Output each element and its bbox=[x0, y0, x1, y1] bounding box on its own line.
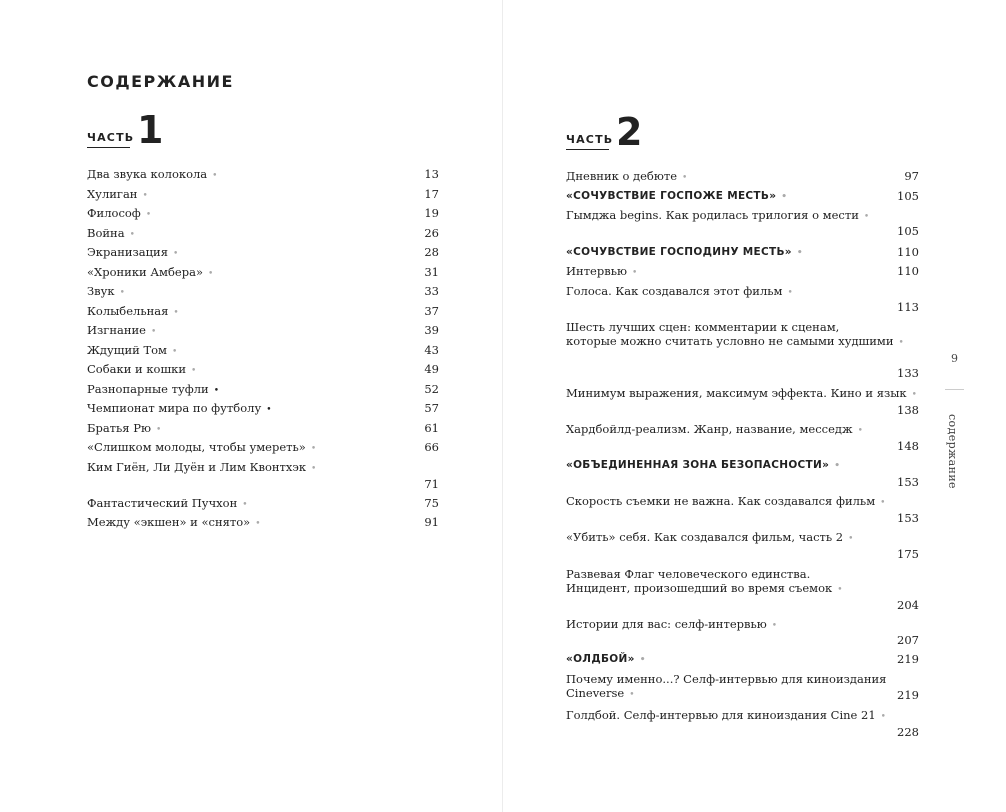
toc-entry[interactable] bbox=[87, 245, 439, 259]
toc-entry-page: 175 bbox=[897, 547, 919, 561]
toc-entry-page: 33 bbox=[424, 284, 439, 298]
toc-entry-title: Интервью • bbox=[566, 264, 637, 280]
toc-entry-title: Чемпионат мира по футболу • bbox=[87, 401, 272, 417]
toc-entry[interactable] bbox=[566, 264, 919, 278]
toc-entry-title: Между «экшен» и «снято» • bbox=[87, 515, 261, 531]
toc-entry[interactable] bbox=[566, 422, 919, 454]
toc-entry-film[interactable] bbox=[566, 245, 919, 259]
toc-entry-page: 219 bbox=[897, 652, 919, 666]
toc-entry[interactable] bbox=[566, 672, 919, 702]
toc-entry-page: 228 bbox=[897, 725, 919, 739]
toc-entry[interactable] bbox=[566, 708, 919, 740]
toc-entry-title: Колыбельная • bbox=[87, 304, 179, 320]
toc-entry[interactable] bbox=[87, 284, 439, 298]
toc-entry-title: Голоса. Как создавался этот фильм • bbox=[566, 284, 793, 300]
toc-entry[interactable] bbox=[87, 515, 439, 529]
toc-entry-title: Скорость съемки не важна. Как создавался фильм • bbox=[566, 494, 885, 510]
toc-entry-title: Собаки и кошки • bbox=[87, 362, 196, 378]
side-divider bbox=[945, 389, 964, 390]
toc-entry-page: 31 bbox=[424, 265, 439, 279]
toc-entry[interactable] bbox=[566, 284, 919, 314]
toc-entry[interactable] bbox=[87, 206, 439, 220]
toc-entry-title: Гымджа begins. Как родилась трилогия о мести • bbox=[566, 208, 869, 224]
toc-entry[interactable] bbox=[566, 567, 919, 612]
toc-entry-film[interactable] bbox=[566, 458, 919, 490]
toc-entry-title: Развевая Флаг человеческого единства. Инцидент, произошедший во время съемок • bbox=[566, 567, 843, 597]
toc-entry-page: 52 bbox=[424, 382, 439, 396]
toc-entry-page: 71 bbox=[424, 477, 439, 491]
part-1-underline bbox=[87, 147, 130, 148]
toc-entry[interactable] bbox=[87, 496, 439, 510]
toc-entry-title: Дневник о дебюте • bbox=[566, 169, 687, 185]
toc-entry[interactable] bbox=[566, 530, 919, 562]
toc-entry-film[interactable] bbox=[566, 652, 919, 666]
running-header: содержание bbox=[946, 414, 959, 489]
toc-entry[interactable] bbox=[87, 343, 439, 357]
toc-entry-page: 37 bbox=[424, 304, 439, 318]
toc-entry-title: «Хроники Амбера» • bbox=[87, 265, 213, 281]
toc-entry-title: Фантастический Пучхон • bbox=[87, 496, 248, 512]
page-number: 9 bbox=[951, 352, 958, 365]
toc-film-title: «СОЧУВСТВИЕ ГОСПОЖЕ МЕСТЬ» • bbox=[566, 189, 787, 204]
toc-entry[interactable] bbox=[87, 167, 439, 181]
toc-entry-page: 39 bbox=[424, 323, 439, 337]
toc-entry[interactable] bbox=[566, 386, 919, 418]
toc-entry-page: 49 bbox=[424, 362, 439, 376]
toc-entry[interactable] bbox=[87, 304, 439, 318]
toc-entry-title: Война • bbox=[87, 226, 135, 242]
toc-entry-page: 19 bbox=[424, 206, 439, 220]
toc-entry-title: Философ • bbox=[87, 206, 151, 222]
toc-entry-page: 138 bbox=[897, 403, 919, 417]
toc-entry[interactable] bbox=[87, 401, 439, 415]
toc-entry-page: 153 bbox=[897, 511, 919, 525]
toc-entry-page: 97 bbox=[904, 169, 919, 183]
toc-entry-title: Братья Рю • bbox=[87, 421, 161, 437]
contents-heading: СОДЕРЖАНИЕ bbox=[87, 72, 234, 91]
toc-entry-title: Шесть лучших сцен: комментарии к сценам, которые можно считать условно не самыми худшими • bbox=[566, 320, 904, 350]
toc-entry[interactable] bbox=[87, 421, 439, 435]
toc-entry[interactable] bbox=[87, 362, 439, 376]
toc-entry-page: 91 bbox=[424, 515, 439, 529]
toc-entry-page: 153 bbox=[897, 475, 919, 489]
toc-entry[interactable] bbox=[87, 265, 439, 279]
part-1-heading bbox=[87, 108, 187, 152]
part-2-word: ЧАСТЬ bbox=[566, 133, 614, 146]
part-1-word: ЧАСТЬ bbox=[87, 131, 135, 144]
toc-entry-title: Изгнание • bbox=[87, 323, 156, 339]
toc-entry-page: 110 bbox=[897, 245, 919, 259]
toc-entry-page: 26 bbox=[424, 226, 439, 240]
toc-entry-page: 13 bbox=[424, 167, 439, 181]
toc-entry-title: Звук • bbox=[87, 284, 125, 300]
toc-entry-page: 61 bbox=[424, 421, 439, 435]
toc-entry[interactable] bbox=[87, 323, 439, 337]
toc-entry[interactable] bbox=[566, 208, 919, 238]
toc-entry-page: 110 bbox=[897, 264, 919, 278]
toc-entry-title: Почему именно...? Селф-интервью для киноиздания Cineverse • bbox=[566, 672, 886, 702]
toc-entry-title: «Убить» себя. Как создавался фильм, часть 2 • bbox=[566, 530, 853, 546]
part-1-number: 1 bbox=[137, 108, 164, 152]
toc-entry-page: 57 bbox=[424, 401, 439, 415]
toc-entry-title: Ким Гиён, Ли Дуён и Лим Квонтхэк • bbox=[87, 460, 316, 476]
toc-entry-title: Голдбой. Селф-интервью для киноиздания Cine 21 • bbox=[566, 708, 886, 724]
toc-entry-title: Минимум выражения, максимум эффекта. Кино и язык • bbox=[566, 386, 917, 402]
toc-entry[interactable] bbox=[87, 440, 439, 454]
toc-entry-title: «Слишком молоды, чтобы умереть» • bbox=[87, 440, 316, 456]
page-spine bbox=[502, 0, 503, 812]
toc-entry-page: 219 bbox=[897, 688, 919, 702]
toc-entry-title: Хулиган • bbox=[87, 187, 148, 203]
toc-entry-page: 17 bbox=[424, 187, 439, 201]
toc-entry[interactable] bbox=[87, 226, 439, 240]
part-2-heading bbox=[566, 110, 666, 154]
toc-entry-page: 133 bbox=[897, 366, 919, 380]
toc-entry[interactable] bbox=[566, 169, 919, 183]
part-2-underline bbox=[566, 149, 609, 150]
toc-entry-title: Разнопарные туфли • bbox=[87, 382, 219, 398]
toc-entry-page: 204 bbox=[897, 598, 919, 612]
toc-entry[interactable] bbox=[87, 382, 439, 396]
toc-entry-title: Экранизация • bbox=[87, 245, 178, 261]
toc-entry-page: 105 bbox=[897, 189, 919, 203]
toc-entry-page: 113 bbox=[897, 300, 919, 314]
toc-entry-film[interactable] bbox=[566, 189, 919, 203]
toc-entry[interactable] bbox=[87, 460, 439, 492]
toc-entry-title: Ждущий Том • bbox=[87, 343, 177, 359]
toc-entry-page: 148 bbox=[897, 439, 919, 453]
toc-entry-page: 43 bbox=[424, 343, 439, 357]
toc-entry[interactable] bbox=[87, 187, 439, 201]
toc-entry-page: 105 bbox=[897, 224, 919, 238]
toc-film-title: «ОЛДБОЙ» • bbox=[566, 652, 646, 667]
toc-entry[interactable] bbox=[566, 617, 919, 647]
toc-entry-page: 207 bbox=[897, 633, 919, 647]
toc-entry[interactable] bbox=[566, 494, 919, 526]
toc-entry-title: Два звука колокола • bbox=[87, 167, 217, 183]
toc-entry-page: 28 bbox=[424, 245, 439, 259]
toc-entry-page: 75 bbox=[424, 496, 439, 510]
part-2-number: 2 bbox=[616, 110, 643, 154]
toc-entry-page: 66 bbox=[424, 440, 439, 454]
toc-film-title: «ОБЪЕДИНЕННАЯ ЗОНА БЕЗОПАСНОСТИ» • bbox=[566, 458, 840, 473]
toc-entry-title: Хардбойлд-реализм. Жанр, название, месседж • bbox=[566, 422, 863, 438]
toc-entry-title: Истории для вас: селф-интервью • bbox=[566, 617, 777, 633]
toc-film-title: «СОЧУВСТВИЕ ГОСПОДИНУ МЕСТЬ» • bbox=[566, 245, 803, 260]
toc-entry[interactable] bbox=[566, 320, 919, 380]
